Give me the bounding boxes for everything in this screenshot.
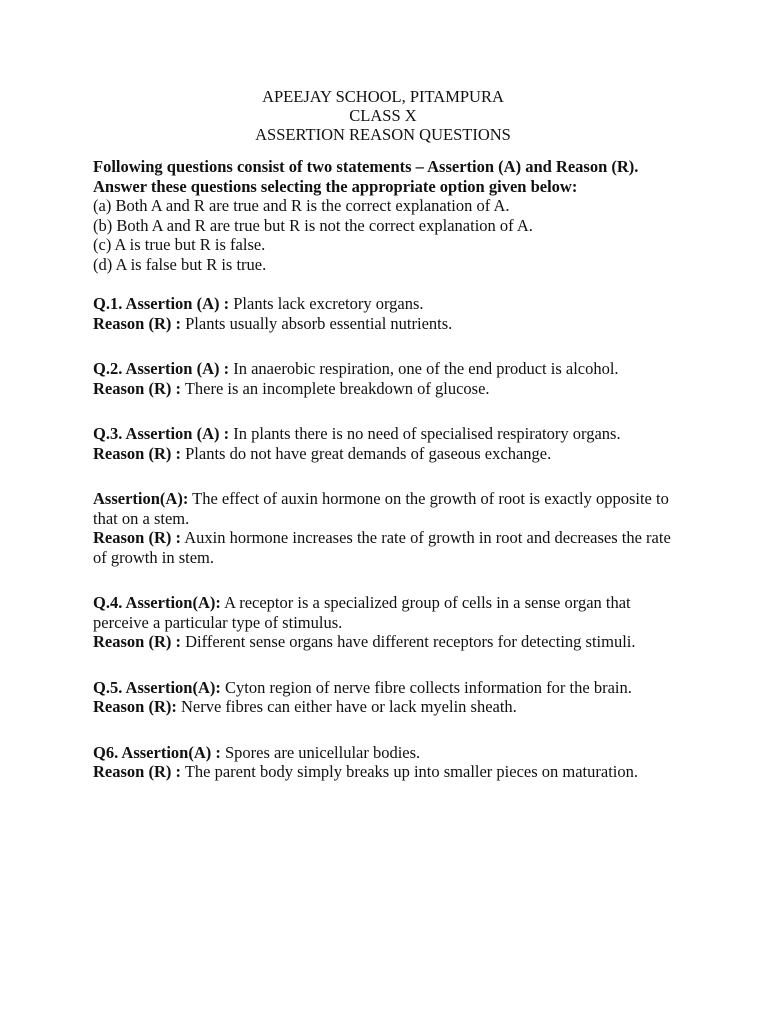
reason [93, 762, 683, 782]
option-a: (a) Both A and R are true and R is the correct explanation of A. [93, 196, 510, 215]
reason-text: Nerve fibres can either have or lack myelin sheath. [176, 697, 517, 716]
reason-text: There is an incomplete breakdown of glucose. [181, 378, 490, 398]
assertion-label: Q.2. Assertion (A) : [93, 359, 230, 378]
reason [93, 528, 683, 567]
reason-label: Reason (R) : [93, 313, 181, 333]
assertion [93, 593, 683, 632]
assertion-text: Spores are unicellular bodies. [220, 742, 421, 762]
reason-label: Reason (R) : [93, 632, 181, 651]
instructions [93, 157, 683, 274]
assertion [93, 294, 683, 314]
option-b: (b) Both A and R are true but R is not the correct explanation of A. [93, 215, 533, 235]
assertion-text: In plants there is no need of specialised respiratory organs. [229, 424, 621, 443]
reason [93, 379, 683, 399]
reason-label: Reason (R): [93, 697, 177, 716]
assertion-text: A receptor is a specialized group of cells in a sense organ that perceive a particular type of stimulus. [93, 593, 631, 632]
reason-text: Different sense organs have different receptors for detecting stimuli. [181, 632, 636, 651]
reason-label: Reason (R) : [93, 762, 181, 781]
reason [93, 632, 683, 652]
question-unnumbered [93, 489, 683, 567]
class-name: CLASS X [349, 106, 417, 125]
question-4 [93, 593, 683, 652]
assertion-text: The effect of auxin hormone on the growth of root is exactly opposite to that on a stem. [93, 489, 669, 528]
assertion [93, 489, 683, 528]
reason-text: Auxin hormone increases the rate of growth in root and decreases the rate of growth in stem. [93, 528, 671, 567]
reason [93, 314, 683, 334]
assertion-label: Q.3. Assertion (A) : [93, 424, 230, 443]
reason [93, 444, 683, 464]
assertion-label: Q.5. Assertion(A): [93, 677, 221, 697]
reason-text: Plants usually absorb essential nutrients. [181, 313, 453, 333]
document-title: ASSERTION REASON QUESTIONS [255, 125, 511, 144]
question-5 [93, 678, 683, 717]
question-3 [93, 424, 683, 463]
assertion [93, 424, 683, 444]
assertion-label: Assertion(A): [93, 489, 189, 508]
reason-label: Reason (R) : [93, 443, 181, 463]
reason-label: Reason (R) : [93, 528, 181, 547]
assertion-label: Q6. Assertion(A) : [93, 742, 221, 762]
assertion-label: Q.4. Assertion(A): [93, 593, 221, 612]
option-c: (c) A is true but R is false. [93, 235, 266, 254]
assertion-text: Plants lack excretory organs. [229, 294, 424, 313]
assertion [93, 678, 683, 698]
question-2 [93, 359, 683, 398]
school-name: APEEJAY SCHOOL, PITAMPURA [262, 87, 504, 106]
assertion [93, 743, 683, 763]
assertion-text: Cyton region of nerve fibre collects information for the brain. [220, 677, 632, 697]
question-1 [93, 294, 683, 333]
document-page [93, 87, 683, 782]
assertion-text: In anaerobic respiration, one of the end product is alcohol. [229, 359, 619, 378]
instructions-lead: Following questions consist of two statements – Assertion (A) and Reason (R). Answer these questions selecting the appropriate option given below: [93, 157, 639, 196]
assertion [93, 359, 683, 379]
option-d: (d) A is false but R is true. [93, 254, 267, 274]
document-header [93, 87, 673, 144]
question-6 [93, 743, 683, 782]
reason-text: The parent body simply breaks up into smaller pieces on maturation. [181, 762, 639, 781]
reason-text: Plants do not have great demands of gaseous exchange. [181, 443, 552, 463]
reason [93, 697, 683, 717]
reason-label: Reason (R) : [93, 378, 181, 398]
assertion-label: Q.1. Assertion (A) : [93, 294, 230, 313]
